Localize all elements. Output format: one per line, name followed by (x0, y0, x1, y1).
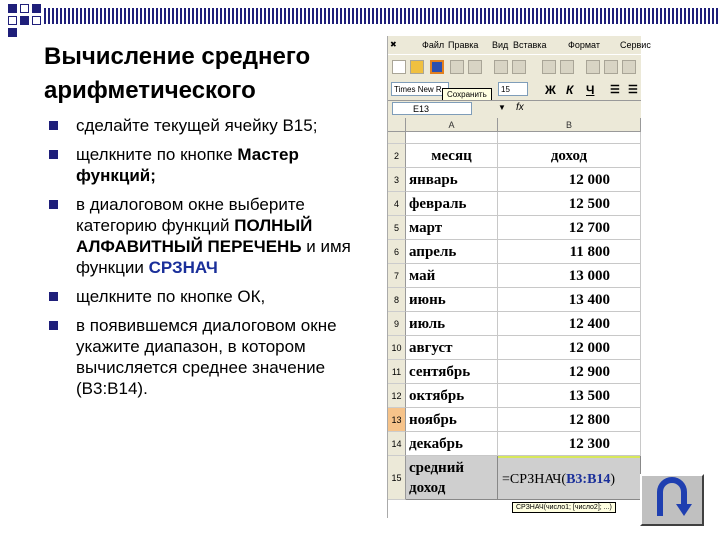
month-cell[interactable]: ноябрь (406, 408, 498, 432)
income-cell[interactable]: 11 800 (498, 240, 641, 264)
month-cell[interactable]: апрель (406, 240, 498, 264)
month-cell[interactable]: май (406, 264, 498, 288)
deco-stripe (44, 8, 720, 24)
cell[interactable] (406, 132, 498, 144)
print-icon[interactable] (494, 60, 508, 74)
instruction-item (44, 194, 369, 278)
open-icon[interactable] (410, 60, 424, 74)
income-cell[interactable]: 12 700 (498, 216, 641, 240)
instruction-text: сделайте текущей ячейку В15; (76, 116, 318, 135)
row-header[interactable]: 8 (388, 288, 406, 312)
instruction-item (44, 286, 369, 307)
return-arrow-icon (642, 476, 702, 524)
align-left-icon[interactable]: ☰ (610, 84, 620, 96)
column-header-b[interactable]: B (498, 118, 641, 132)
row-header[interactable]: 3 (388, 168, 406, 192)
underline-button[interactable]: Ч (586, 83, 595, 97)
formula-prefix: =СРЗНАЧ( (502, 472, 567, 487)
header-decoration (0, 0, 720, 36)
deco-square (8, 4, 17, 13)
month-cell[interactable]: август (406, 336, 498, 360)
income-cell[interactable]: 12 500 (498, 192, 641, 216)
month-cell[interactable]: февраль (406, 192, 498, 216)
instruction-item (44, 144, 369, 186)
month-cell[interactable]: июнь (406, 288, 498, 312)
instruction-item (44, 315, 369, 399)
column-title-month[interactable]: месяц (406, 144, 498, 168)
insert-function-button[interactable]: fx (516, 102, 524, 113)
row-header[interactable]: 14 (388, 432, 406, 456)
average-label-line1: средний (409, 460, 464, 476)
preview-icon[interactable] (512, 60, 526, 74)
income-cell[interactable]: 13 500 (498, 384, 641, 408)
income-cell[interactable]: 13 000 (498, 264, 641, 288)
row-header-selected[interactable]: 13 (388, 408, 406, 432)
income-cell[interactable]: 12 300 (498, 432, 641, 456)
instruction-text: в появившемся диалоговом окне укажите диапазон, в котором вычисляется среднее значение (В3:В14). (76, 316, 337, 398)
cell[interactable] (498, 132, 641, 144)
copy-icon[interactable] (604, 60, 618, 74)
income-cell[interactable]: 12 000 (498, 336, 641, 360)
instruction-text: щелкните по кнопке ОК, (76, 287, 266, 306)
instruction-text: щелкните по кнопке (76, 145, 238, 164)
row-header[interactable]: 7 (388, 264, 406, 288)
average-label-line2: доход (409, 480, 446, 496)
email-icon[interactable] (468, 60, 482, 74)
instruction-bold: ПОЛНЫЙ АЛФАВИТНЫЙ ПЕРЕЧЕНЬ (76, 216, 313, 256)
row-header[interactable]: 12 (388, 384, 406, 408)
deco-square (20, 16, 29, 25)
save-icon[interactable] (430, 60, 444, 74)
formula-suffix: ) (610, 472, 616, 487)
slide-title: Вычисление среднего арифметического (44, 43, 311, 104)
menu-view[interactable]: Вид (492, 40, 509, 50)
formula-range: B3:B14 (566, 472, 611, 487)
column-header-a[interactable]: A (406, 118, 498, 132)
font-size-select[interactable]: 15 (498, 82, 528, 96)
permission-icon[interactable] (450, 60, 464, 74)
row-header[interactable]: 5 (388, 216, 406, 240)
function-name: СРЗНАЧ (148, 258, 218, 277)
row-header[interactable]: 9 (388, 312, 406, 336)
bold-button[interactable]: Ж (545, 83, 556, 97)
bullet-icon (49, 321, 58, 330)
instruction-bold: Мастер функций; (76, 145, 299, 185)
italic-button[interactable]: К (566, 83, 574, 97)
income-cell[interactable]: 12 800 (498, 408, 641, 432)
tooltip: Сохранить (442, 88, 492, 101)
month-cell[interactable]: март (406, 216, 498, 240)
menu-edit[interactable]: Правка (448, 40, 479, 50)
new-icon[interactable] (392, 60, 406, 74)
month-cell[interactable]: январь (406, 168, 498, 192)
bullet-icon (49, 292, 58, 301)
bullet-icon (49, 121, 58, 130)
spelling-icon[interactable] (542, 60, 556, 74)
instruction-text: и имя функции (76, 237, 351, 277)
research-icon[interactable] (560, 60, 574, 74)
income-cell[interactable]: 12 400 (498, 312, 641, 336)
menu-format[interactable]: Формат (568, 40, 600, 50)
row-header[interactable]: 4 (388, 192, 406, 216)
deco-square (8, 28, 17, 37)
income-cell[interactable]: 12 900 (498, 360, 641, 384)
formula-bar (388, 100, 641, 119)
month-cell[interactable]: октябрь (406, 384, 498, 408)
instruction-text: в диалоговом окне выберите категорию функций (76, 195, 305, 235)
menu-bar (388, 36, 651, 54)
deco-square (32, 4, 41, 13)
column-title-income[interactable]: доход (498, 144, 641, 168)
menu-tools[interactable]: Сервис (620, 40, 651, 50)
return-button[interactable] (640, 474, 704, 526)
font-name-select[interactable]: Times New R (391, 82, 449, 96)
average-label-cell[interactable] (406, 456, 498, 500)
instruction-item (44, 115, 369, 136)
menu-insert[interactable]: Вставка (513, 40, 547, 50)
deco-square (32, 16, 41, 25)
bullet-icon (49, 200, 58, 209)
month-cell[interactable]: сентябрь (406, 360, 498, 384)
active-cell-highlight (498, 456, 640, 458)
name-box[interactable]: E13 (392, 102, 472, 115)
row-header[interactable] (388, 132, 406, 144)
formatting-toolbar (388, 80, 641, 100)
formula-text (498, 470, 615, 490)
standard-toolbar (388, 54, 641, 81)
row-header[interactable]: 10 (388, 336, 406, 360)
deco-square (20, 4, 29, 13)
excel-screenshot (387, 36, 651, 518)
formula-cell[interactable] (498, 456, 641, 500)
row-header[interactable]: 6 (388, 240, 406, 264)
menu-file[interactable]: Файл (422, 40, 445, 50)
bullet-icon (49, 150, 58, 159)
instruction-list (44, 115, 369, 407)
select-all-corner[interactable] (388, 118, 406, 132)
excel-app-icon: ✖ (390, 40, 397, 49)
income-cell[interactable]: 13 400 (498, 288, 641, 312)
paste-icon[interactable] (622, 60, 636, 74)
row-header[interactable]: 15 (388, 456, 406, 500)
function-arguments-tooltip: СРЗНАЧ(число1; [число2]; ...) (512, 502, 616, 513)
row-header[interactable]: 11 (388, 360, 406, 384)
month-cell[interactable]: декабрь (406, 432, 498, 456)
month-cell[interactable]: июль (406, 312, 498, 336)
deco-square (8, 16, 17, 25)
cut-icon[interactable] (586, 60, 600, 74)
row-header[interactable]: 2 (388, 144, 406, 168)
align-center-icon[interactable]: ☰ (628, 84, 638, 96)
income-cell[interactable]: 12 000 (498, 168, 641, 192)
dropdown-arrow-icon[interactable]: ▼ (498, 103, 506, 112)
